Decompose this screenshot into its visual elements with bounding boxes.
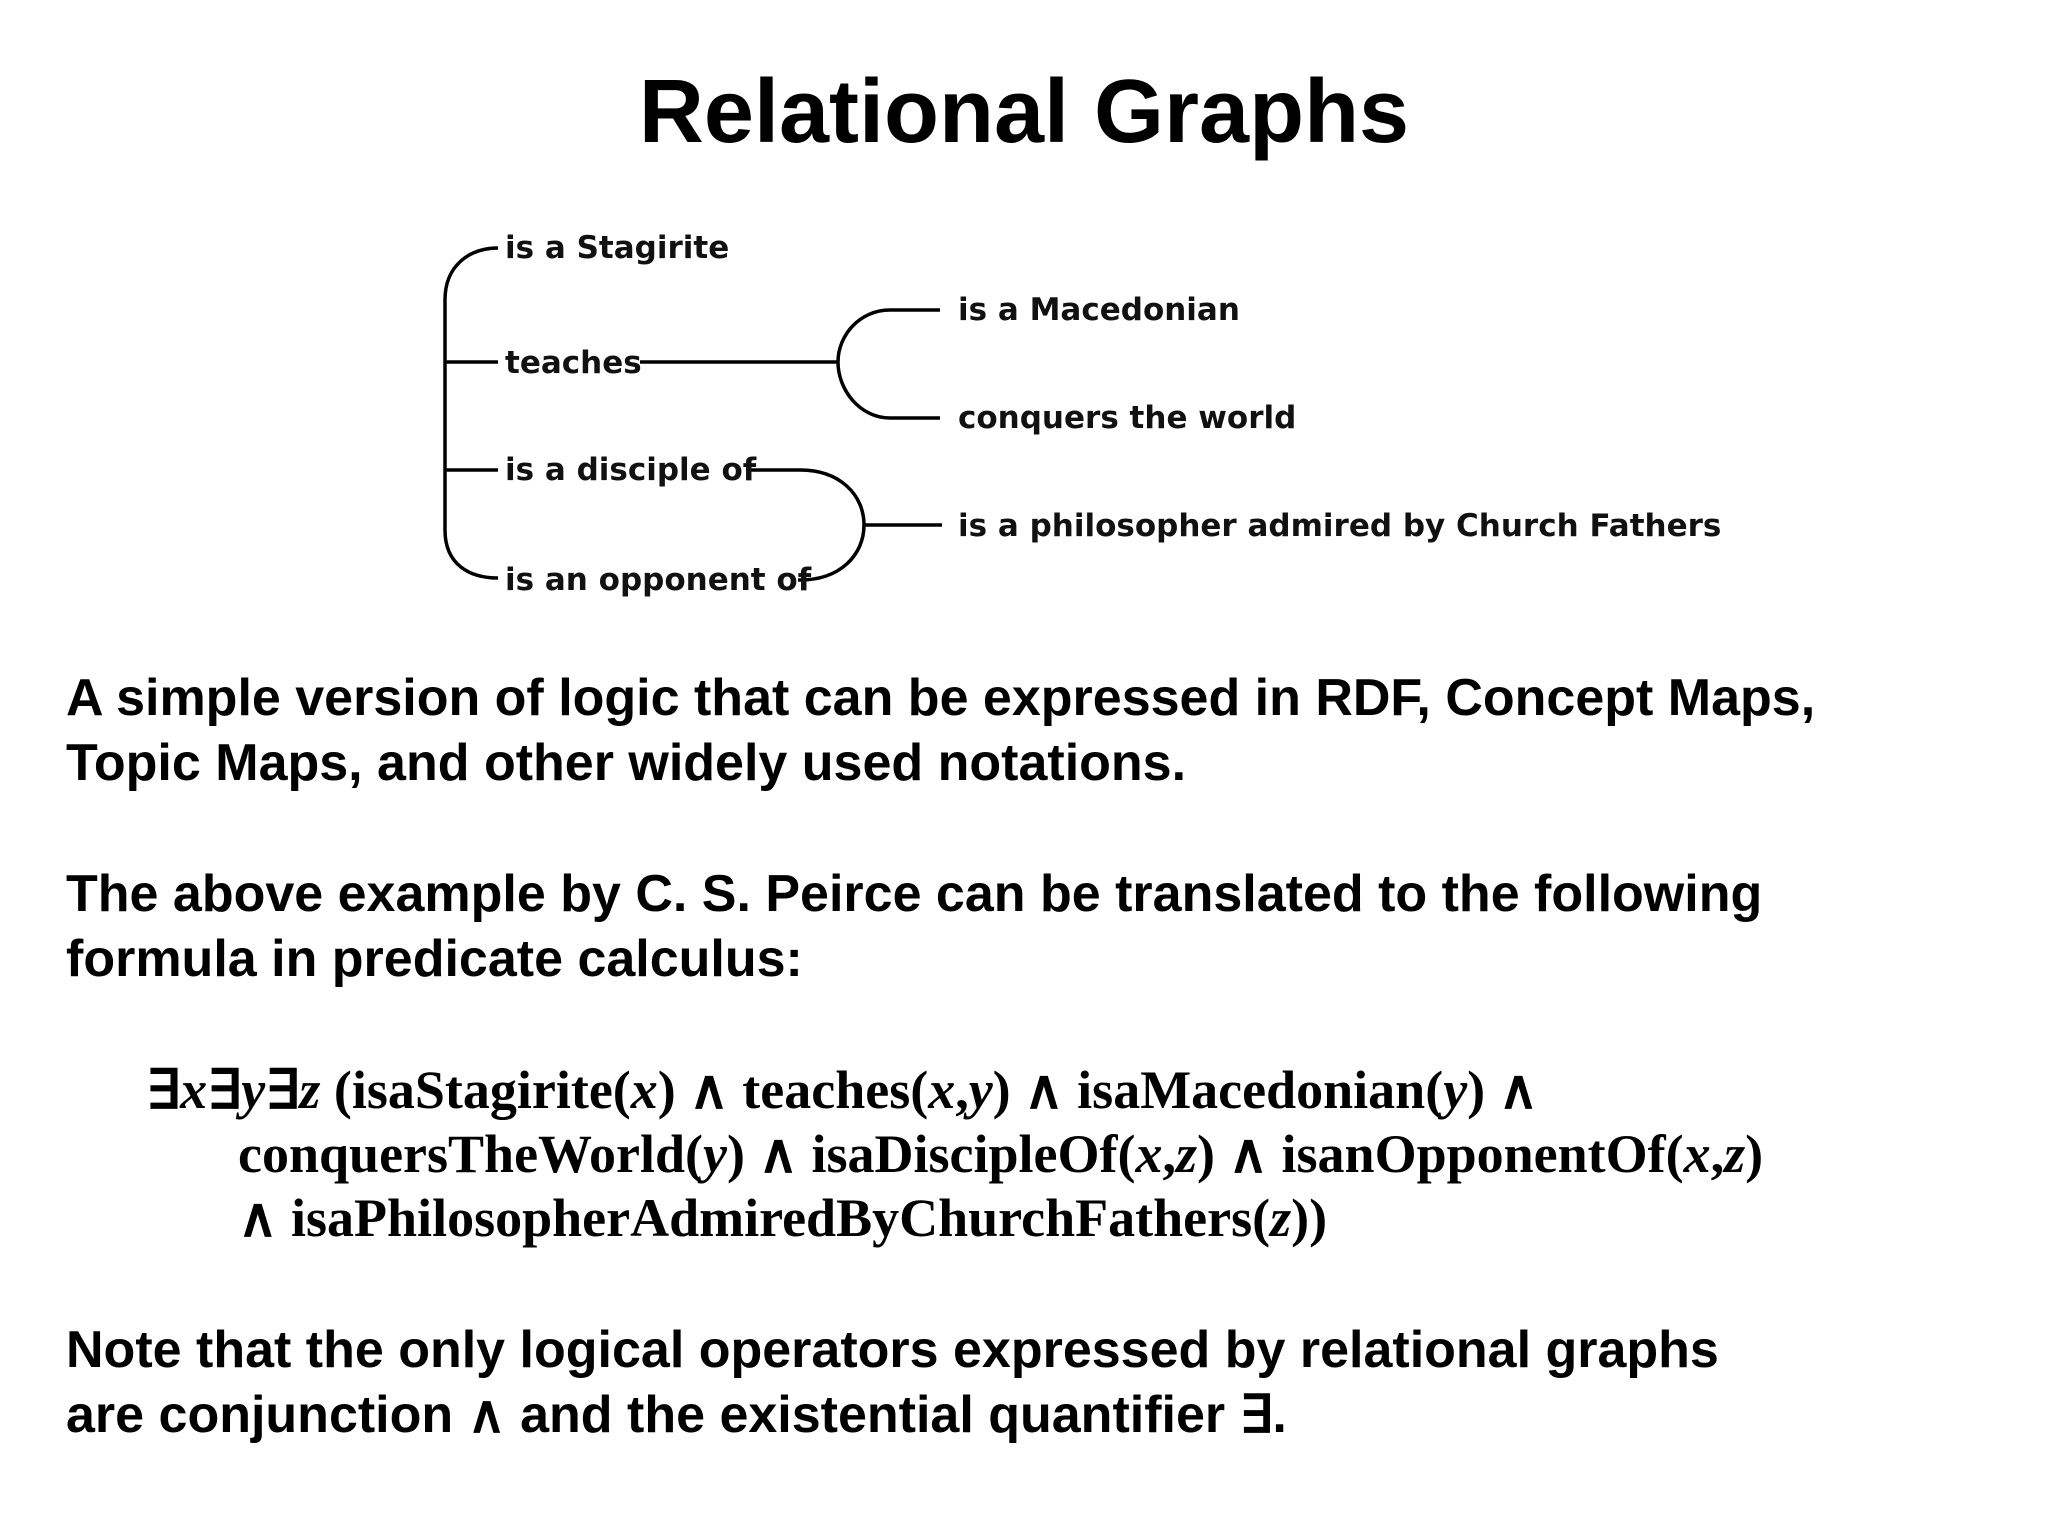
- x-line-of-identity: [445, 248, 498, 578]
- label-conquers-the-world: conquers the world: [958, 400, 1297, 436]
- paragraph-line: Note that the only logical operators expressed by relational graphs: [66, 1321, 1719, 1379]
- label-is-a-stagirite: is a Stagirite: [505, 230, 730, 266]
- paragraph-line: are conjunction ∧ and the existential quantifier ∃.: [66, 1386, 1287, 1444]
- label-is-a-disciple-of: is a disciple of: [505, 452, 757, 488]
- relational-graph: [0, 0, 2048, 620]
- formula-line-1: ∃x∃y∃z (isaStagirite(x) ∧ teaches(x,y) ∧ isaMacedonian(y) ∧: [146, 1060, 1539, 1120]
- label-is-a-macedonian: is a Macedonian: [958, 292, 1240, 328]
- page-title: Relational Graphs: [638, 62, 1410, 162]
- formula-line-3: ∧ isaPhilosopherAdmiredByChurchFathers(z)): [238, 1188, 1328, 1248]
- y-line-of-identity: [838, 310, 940, 418]
- paragraph-line: formula in predicate calculus:: [66, 930, 803, 988]
- label-is-an-opponent-of: is an opponent of: [505, 562, 812, 598]
- paragraph-line: A simple version of logic that can be expressed in RDF, Concept Maps,: [66, 669, 1816, 727]
- formula-line-2: conquersTheWorld(y) ∧ isaDiscipleOf(x,z) ∧ isanOpponentOf(x,z): [238, 1124, 1764, 1184]
- paragraph-line: The above example by C. S. Peirce can be translated to the following: [66, 865, 1763, 923]
- label-teaches: teaches: [505, 345, 642, 381]
- label-is-a-philosopher: is a philosopher admired by Church Fathers: [958, 508, 1722, 544]
- paragraph-line: Topic Maps, and other widely used notations.: [66, 734, 1187, 792]
